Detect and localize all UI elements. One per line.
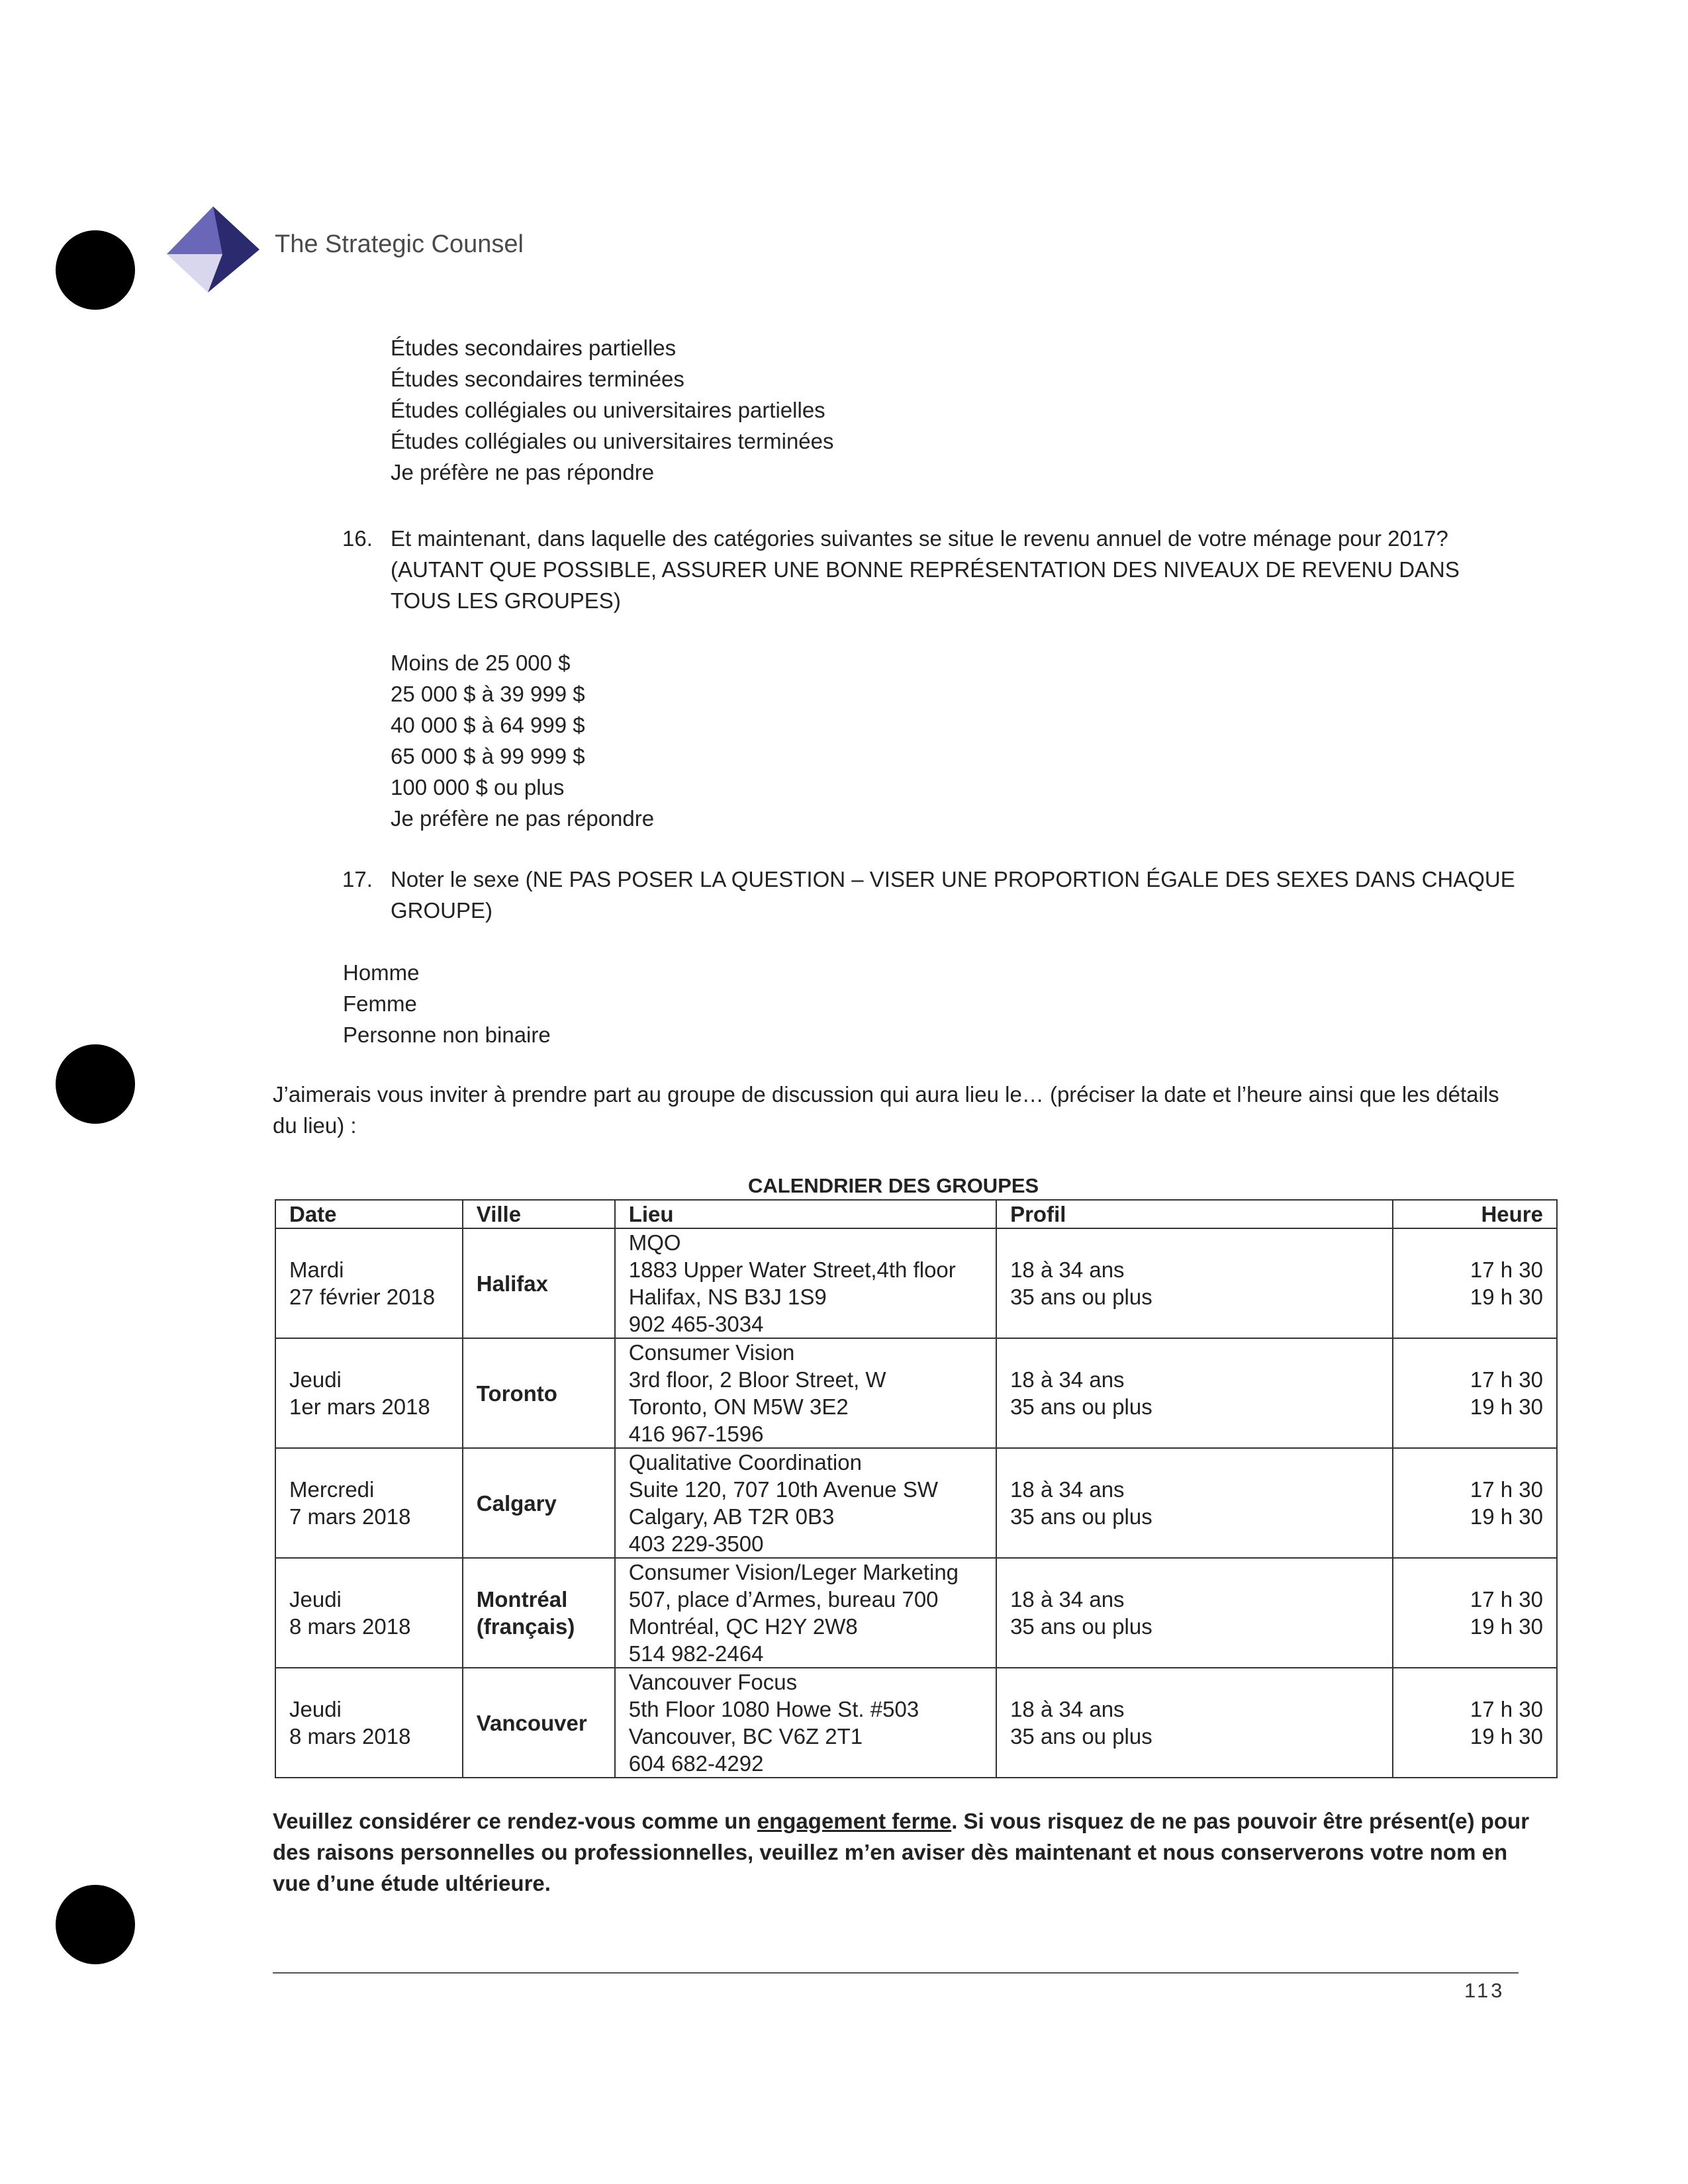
cell-date xyxy=(275,1668,463,1778)
question-text: Et maintenant, dans laquelle des catégories suivantes se situe le revenu annuel de votre ménage pour 2017? (AUTANT QUE POSSIBLE, ASSURER UNE BONNE REPRÉSENTATION DES NIVEAUX DE REVENU DANS TOUS LES GROUPES) xyxy=(391,526,1460,613)
cell-profil xyxy=(996,1668,1393,1778)
header-profil: Profil xyxy=(996,1200,1393,1228)
cell-heure xyxy=(1393,1668,1557,1778)
cell-line: Mercredi xyxy=(289,1477,375,1502)
page-number: 113 xyxy=(1464,1979,1505,2002)
company-name: The Strategic Counsel xyxy=(275,230,524,258)
cell-lieu xyxy=(615,1668,996,1778)
cell-line: 19 h 30 xyxy=(1470,1285,1543,1309)
cell-line: 27 février 2018 xyxy=(289,1285,436,1309)
cell-lieu xyxy=(615,1558,996,1668)
cell-line: 18 à 34 ans xyxy=(1010,1257,1125,1282)
cell-line: Jeudi xyxy=(289,1587,342,1612)
cell-line: 17 h 30 xyxy=(1470,1257,1543,1282)
cell-ville xyxy=(463,1228,615,1338)
cell-profil xyxy=(996,1338,1393,1448)
cell-line: 8 mars 2018 xyxy=(289,1724,411,1749)
cell-line: Suite 120, 707 10th Avenue SW xyxy=(628,1477,938,1502)
cell-ville xyxy=(463,1558,615,1668)
table-row xyxy=(275,1338,1557,1448)
list-item: Études collégiales ou universitaires terminées xyxy=(391,429,834,453)
question-number: 16. xyxy=(342,526,373,551)
footer-divider xyxy=(273,1972,1519,1974)
cell-line: 17 h 30 xyxy=(1470,1477,1543,1502)
list-item: Moins de 25 000 $ xyxy=(391,651,571,675)
cell-line: 17 h 30 xyxy=(1470,1587,1543,1612)
cell-date xyxy=(275,1558,463,1668)
cell-line: Calgary, AB T2R 0B3 xyxy=(628,1504,835,1529)
list-item: Je préfère ne pas répondre xyxy=(391,460,655,484)
list-item: 25 000 $ à 39 999 $ xyxy=(391,682,585,706)
cell-heure xyxy=(1393,1338,1557,1448)
cell-lieu xyxy=(615,1448,996,1558)
cell-heure xyxy=(1393,1558,1557,1668)
list-item: Études secondaires partielles xyxy=(391,336,677,360)
cell-line: 604 682-4292 xyxy=(628,1751,764,1776)
cell-line: Toronto, ON M5W 3E2 xyxy=(628,1394,849,1419)
cell-line: Mardi xyxy=(289,1257,344,1282)
cell-line: Montréal (français) xyxy=(476,1587,575,1639)
list-item: Je préfère ne pas répondre xyxy=(391,806,655,831)
cell-line: 1883 Upper Water Street,4th floor xyxy=(628,1257,956,1282)
cell-lieu xyxy=(615,1338,996,1448)
cell-heure xyxy=(1393,1228,1557,1338)
binder-hole-bottom xyxy=(56,1885,135,1964)
binder-hole-middle xyxy=(56,1044,135,1124)
cell-ville xyxy=(463,1338,615,1448)
cell-line: 5th Floor 1080 Howe St. #503 xyxy=(628,1697,919,1721)
cell-line: Vancouver xyxy=(476,1710,587,1735)
header-lieu: Lieu xyxy=(615,1200,996,1228)
cell-line: 18 à 34 ans xyxy=(1010,1367,1125,1392)
cell-line: 19 h 30 xyxy=(1470,1504,1543,1529)
table-row xyxy=(275,1448,1557,1558)
cell-line: 18 à 34 ans xyxy=(1010,1477,1125,1502)
cell-line: 416 967-1596 xyxy=(628,1422,764,1446)
binder-hole-top xyxy=(56,230,135,310)
closing-underlined-text: engagement ferme xyxy=(757,1809,952,1833)
cell-line: 19 h 30 xyxy=(1470,1614,1543,1639)
cell-line: Halifax xyxy=(476,1271,548,1296)
income-options xyxy=(391,647,654,834)
header-date: Date xyxy=(275,1200,463,1228)
cell-line: 35 ans ou plus xyxy=(1010,1394,1152,1419)
closing-statement xyxy=(273,1805,1530,1899)
cell-date xyxy=(275,1338,463,1448)
table-header-row xyxy=(275,1200,1557,1228)
list-item: Études collégiales ou universitaires partielles xyxy=(391,398,825,422)
cell-line: Jeudi xyxy=(289,1367,342,1392)
header-ville: Ville xyxy=(463,1200,615,1228)
list-item: Femme xyxy=(343,991,417,1016)
cell-line: 35 ans ou plus xyxy=(1010,1724,1152,1749)
cell-line: Consumer Vision xyxy=(628,1340,795,1365)
cell-ville xyxy=(463,1448,615,1558)
cell-line: Vancouver Focus xyxy=(628,1670,798,1694)
list-item: Études secondaires terminées xyxy=(391,367,684,391)
cell-line: Vancouver, BC V6Z 2T1 xyxy=(628,1724,863,1749)
table-row xyxy=(275,1228,1557,1338)
closing-text: . Si vous risquez de ne pas pouvoir être présent(e) pour des raisons personnelles ou professionnelles, veuillez m’en aviser dès maintenant et nous conserverons votre nom en vue d’une étude ultérieure. xyxy=(273,1809,1530,1895)
schedule-title: CALENDRIER DES GROUPES xyxy=(748,1174,1039,1197)
cell-line: Qualitative Coordination xyxy=(628,1450,862,1475)
question-number: 17. xyxy=(342,867,373,891)
cell-line: Jeudi xyxy=(289,1697,342,1721)
cell-line: 1er mars 2018 xyxy=(289,1394,430,1419)
closing-text: Veuillez considérer ce rendez-vous comme un xyxy=(273,1809,757,1833)
cell-line: 7 mars 2018 xyxy=(289,1504,411,1529)
list-item: Personne non binaire xyxy=(343,1023,551,1047)
cell-date xyxy=(275,1228,463,1338)
cell-line: Halifax, NS B3J 1S9 xyxy=(628,1285,827,1309)
cell-profil xyxy=(996,1228,1393,1338)
question-text: Noter le sexe (NE PAS POSER LA QUESTION – VISER UNE PROPORTION ÉGALE DES SEXES DANS CHAQUE GROUPE) xyxy=(391,867,1515,923)
cell-line: Toronto xyxy=(476,1381,557,1406)
cell-line: 403 229-3500 xyxy=(628,1531,764,1556)
sex-options xyxy=(343,957,551,1050)
cell-line: 18 à 34 ans xyxy=(1010,1587,1125,1612)
cell-line: MQO xyxy=(628,1230,681,1255)
list-item: 100 000 $ ou plus xyxy=(391,775,565,799)
cell-line: 35 ans ou plus xyxy=(1010,1285,1152,1309)
cell-profil xyxy=(996,1558,1393,1668)
cell-line: 17 h 30 xyxy=(1470,1697,1543,1721)
cell-profil xyxy=(996,1448,1393,1558)
cell-lieu xyxy=(615,1228,996,1338)
cell-line: 19 h 30 xyxy=(1470,1394,1543,1419)
cell-line: 902 465-3034 xyxy=(628,1312,764,1336)
cell-line: 19 h 30 xyxy=(1470,1724,1543,1749)
list-item: Homme xyxy=(343,960,420,985)
cell-ville xyxy=(463,1668,615,1778)
invitation-text: J’aimerais vous inviter à prendre part au groupe de discussion qui aura lieu le… (préciser la date et l’heure ainsi que les détails du lieu) : xyxy=(273,1082,1499,1138)
cell-line: Consumer Vision/Leger Marketing xyxy=(628,1560,959,1584)
cell-line: Montréal, QC H2Y 2W8 xyxy=(628,1614,858,1639)
cell-line: 18 à 34 ans xyxy=(1010,1697,1125,1721)
cell-line: 507, place d’Armes, bureau 700 xyxy=(628,1587,939,1612)
cell-line: 8 mars 2018 xyxy=(289,1614,411,1639)
cell-line: 35 ans ou plus xyxy=(1010,1504,1152,1529)
strategic-counsel-arrow-logo xyxy=(167,206,259,293)
schedule-table xyxy=(275,1199,1558,1778)
header-heure: Heure xyxy=(1393,1200,1557,1228)
cell-date xyxy=(275,1448,463,1558)
list-item: 40 000 $ à 64 999 $ xyxy=(391,713,585,737)
education-options xyxy=(391,332,834,488)
table-row xyxy=(275,1668,1557,1778)
cell-line: Calgary xyxy=(476,1490,557,1516)
table-row xyxy=(275,1558,1557,1668)
cell-line: 3rd floor, 2 Bloor Street, W xyxy=(628,1367,886,1392)
cell-line: 35 ans ou plus xyxy=(1010,1614,1152,1639)
cell-heure xyxy=(1393,1448,1557,1558)
cell-line: 514 982-2464 xyxy=(628,1641,764,1666)
list-item: 65 000 $ à 99 999 $ xyxy=(391,744,585,768)
cell-line: 17 h 30 xyxy=(1470,1367,1543,1392)
